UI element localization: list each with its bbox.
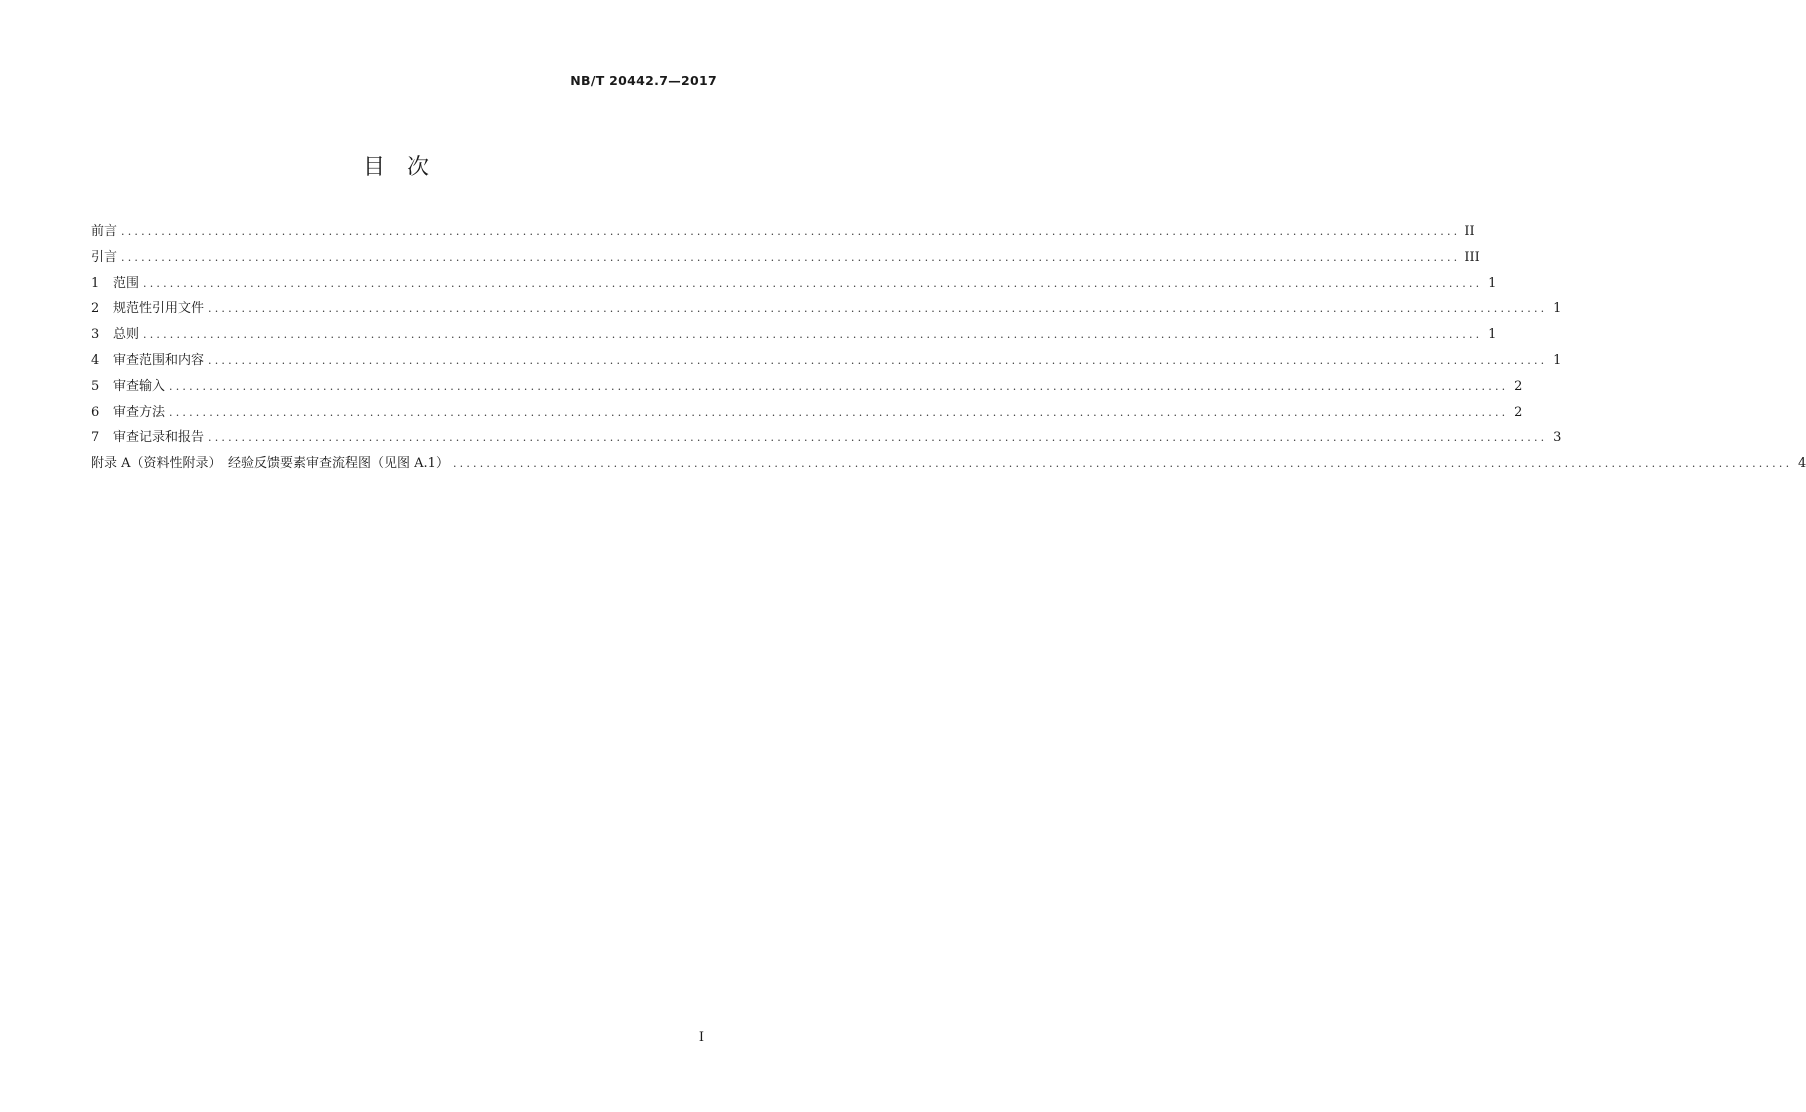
toc-entry[interactable]: [91, 323, 1497, 349]
toc-entry-number: 4: [91, 352, 100, 368]
toc-dot-leader: ........................................................................................................................................................................................................: [169, 379, 1509, 393]
toc-entry-page: 1: [1488, 275, 1497, 291]
toc-entry-label: 附录 A（资料性附录） 经验反馈要素审查流程图（见图 A.1）: [91, 456, 449, 472]
toc-entry[interactable]: [91, 452, 1806, 478]
toc-entry[interactable]: [91, 246, 1480, 272]
toc-entry-label: 审查方法: [113, 404, 166, 420]
toc-entry-page: 1: [1488, 327, 1497, 343]
toc-entry-label: 规范性引用文件: [113, 301, 205, 317]
toc-entry[interactable]: [91, 349, 1562, 375]
toc-dot-leader: ........................................................................................................................................................................................................: [169, 405, 1509, 419]
toc-entry-number: 5: [91, 378, 100, 394]
title-char-1: 目: [362, 155, 385, 180]
toc-entry-label: 审查输入: [113, 378, 166, 394]
title-char-2: 次: [407, 155, 430, 180]
toc-dot-leader: ........................................................................................................................................................................................................: [452, 457, 1793, 471]
toc-entry-number: 6: [91, 404, 100, 420]
table-of-contents: [91, 220, 1806, 478]
toc-dot-leader: ........................................................................................................................................................................................................: [208, 353, 1548, 367]
toc-entry-page: 4: [1798, 456, 1806, 472]
toc-entry-number: 2: [91, 301, 100, 317]
toc-dot-leader: ........................................................................................................................................................................................................: [143, 276, 1483, 290]
toc-entry-page: 2: [1514, 404, 1523, 420]
toc-entry[interactable]: [91, 401, 1523, 427]
toc-entry-number: 3: [91, 327, 100, 343]
toc-entry-label: 总则: [113, 327, 140, 343]
page-title: [0, 150, 792, 181]
toc-entry-page: 1: [1553, 301, 1562, 317]
toc-entry-page: 2: [1514, 378, 1523, 394]
toc-entry-label: 审查记录和报告: [113, 430, 205, 446]
toc-entry-page: 3: [1553, 430, 1562, 446]
toc-entry-page: 1: [1553, 352, 1562, 368]
page-number: I: [698, 1030, 704, 1045]
toc-dot-leader: ........................................................................................................................................................................................................: [208, 302, 1548, 316]
document-code: NB/T 20442.7—2017: [570, 73, 717, 88]
toc-entry[interactable]: [91, 272, 1497, 298]
toc-entry-number: 1: [91, 275, 100, 291]
toc-entry-label: 引言: [91, 249, 118, 265]
toc-entry-number: 7: [91, 430, 100, 446]
toc-entry[interactable]: [91, 426, 1562, 452]
toc-entry-label: 审查范围和内容: [113, 352, 205, 368]
toc-dot-leader: ........................................................................................................................................................................................................: [143, 328, 1483, 342]
toc-entry[interactable]: [91, 375, 1523, 401]
toc-entry[interactable]: [91, 220, 1475, 246]
toc-dot-leader: ........................................................................................................................................................................................................: [121, 225, 1461, 238]
toc-entry-label: 范围: [113, 275, 140, 291]
toc-dot-leader: ........................................................................................................................................................................................................: [208, 431, 1548, 445]
toc-entry-page: III: [1464, 249, 1480, 265]
toc-entry[interactable]: [91, 297, 1562, 323]
toc-dot-leader: ........................................................................................................................................................................................................: [121, 250, 1461, 264]
toc-entry-page: II: [1464, 224, 1475, 239]
toc-entry-label: 前言: [91, 224, 118, 239]
